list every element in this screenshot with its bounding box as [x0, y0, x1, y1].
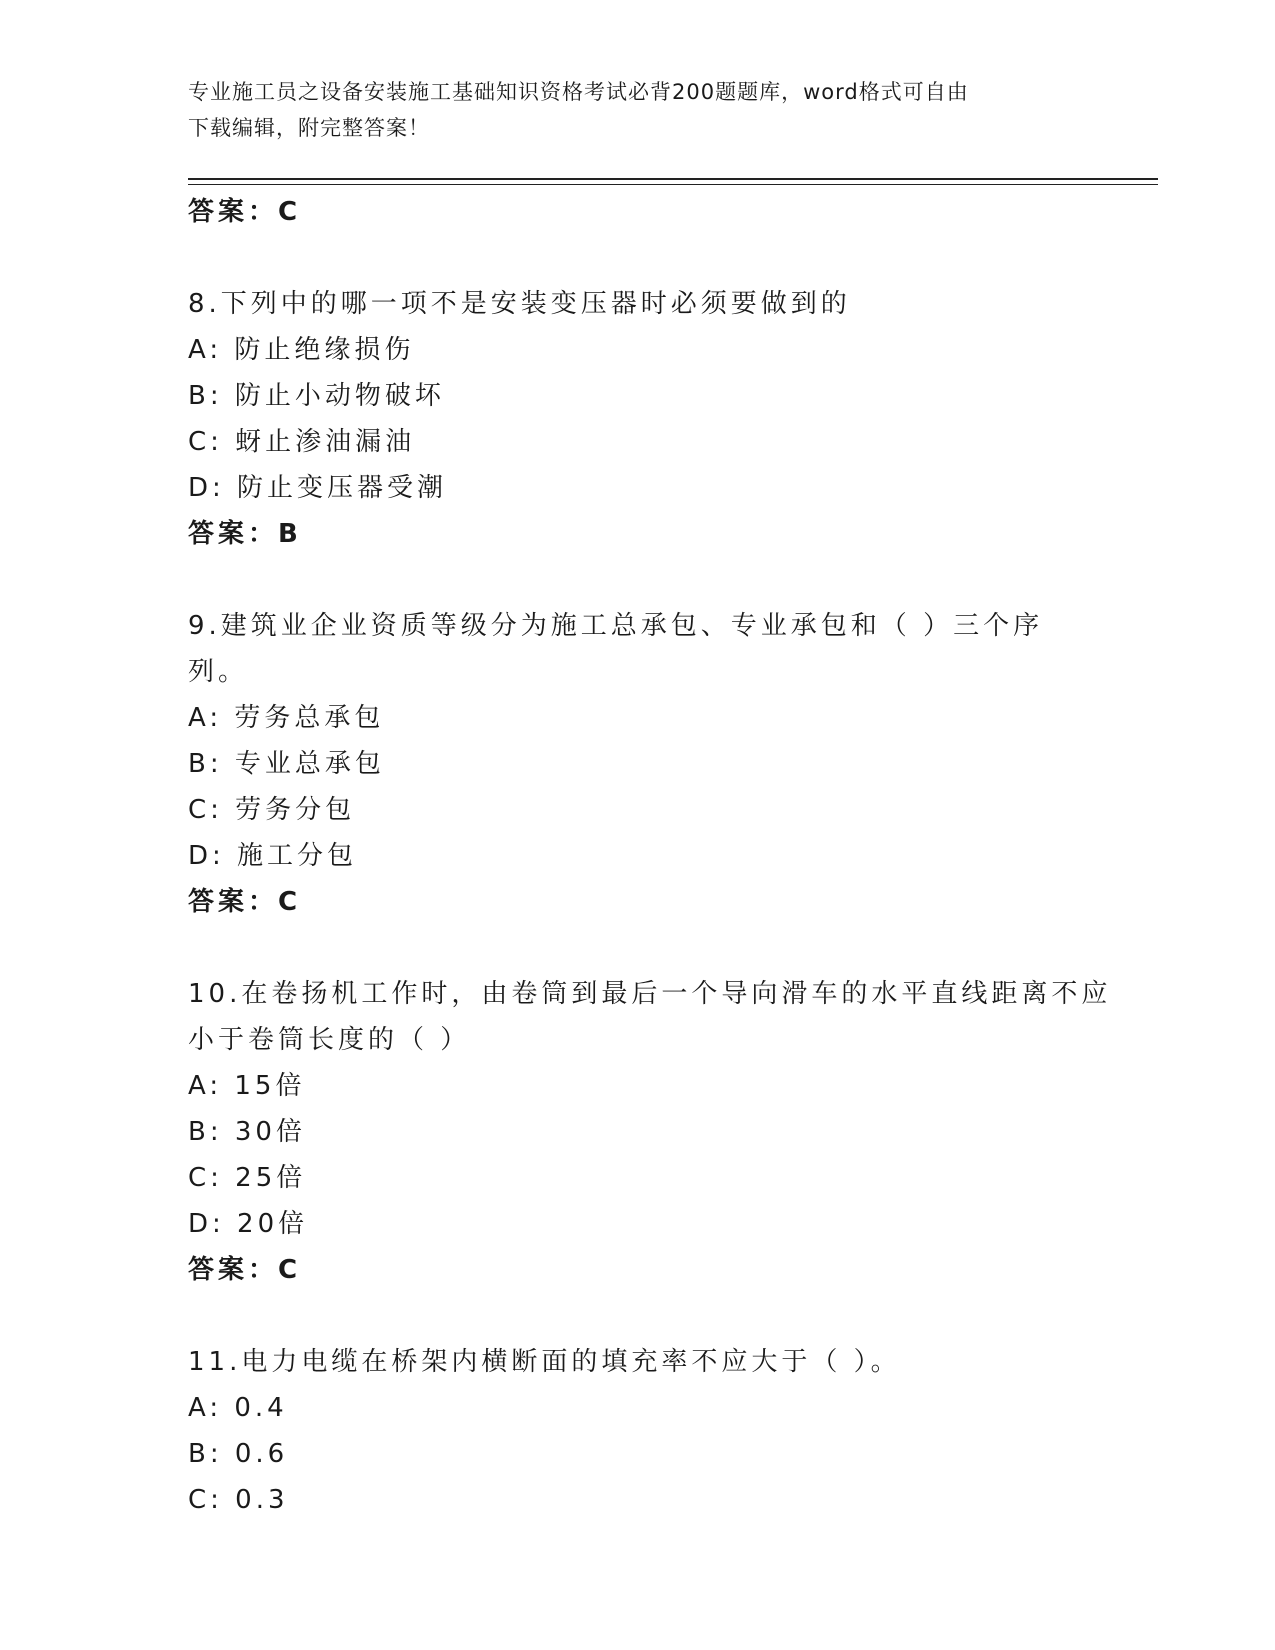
option-b: B: 防止小动物破坏 [188, 381, 445, 411]
option-b: B: 专业总承包 [188, 749, 385, 779]
header-line-2: 下载编辑，附完整答案！ [188, 116, 430, 140]
option-a: A: 0.4 [188, 1393, 288, 1423]
header-divider-thin [188, 184, 1158, 185]
option-a: A: 15倍 [188, 1071, 306, 1101]
question-8 [188, 281, 1088, 557]
option-c: C: 蚜止渗油漏油 [188, 427, 416, 457]
option-c: C: 劳务分包 [188, 795, 356, 825]
question-10 [188, 971, 1112, 1293]
answer-q7: 答案：C [188, 197, 302, 227]
option-a: A: 劳务总承包 [188, 703, 385, 733]
question-stem: 9.建筑业企业资质等级分为施工总承包、专业承包和（ ）三个序列。 [188, 611, 1044, 687]
option-a: A: 防止绝缘损伤 [188, 335, 415, 365]
answer: 答案：C [188, 887, 302, 917]
option-b: B: 30倍 [188, 1117, 306, 1147]
spacer [188, 557, 1088, 603]
answer: 答案：B [188, 519, 302, 549]
header-divider-thick [188, 178, 1158, 180]
option-b: B: 0.6 [188, 1439, 289, 1469]
option-d: D: 施工分包 [188, 841, 358, 871]
option-d: D: 防止变压器受潮 [188, 473, 448, 503]
question-stem: 11.电力电缆在桥架内横断面的填充率不应大于（ ）。 [188, 1347, 901, 1377]
question-stem-line-2: 小于卷筒长度的（ ） [188, 1025, 471, 1055]
answer: 答案：C [188, 1255, 302, 1285]
spacer [188, 925, 1088, 971]
spacer [188, 1293, 1088, 1339]
question-11 [188, 1339, 1088, 1523]
spacer [188, 235, 1088, 281]
question-9 [188, 603, 1088, 925]
option-c: C: 0.3 [188, 1485, 289, 1515]
option-d: D: 20倍 [188, 1209, 309, 1239]
option-c: C: 25倍 [188, 1163, 307, 1193]
question-stem-line-1: 10.在卷扬机工作时，由卷筒到最后一个导向滑车的水平直线距离不应 [188, 979, 1112, 1009]
question-stem: 8.下列中的哪一项不是安装变压器时必须要做到的 [188, 289, 851, 319]
document-header [188, 74, 1068, 146]
question-list [188, 189, 1112, 1523]
header-line-1: 专业施工员之设备安装施工基础知识资格考试必背200题题库，word格式可自由 [188, 80, 969, 104]
